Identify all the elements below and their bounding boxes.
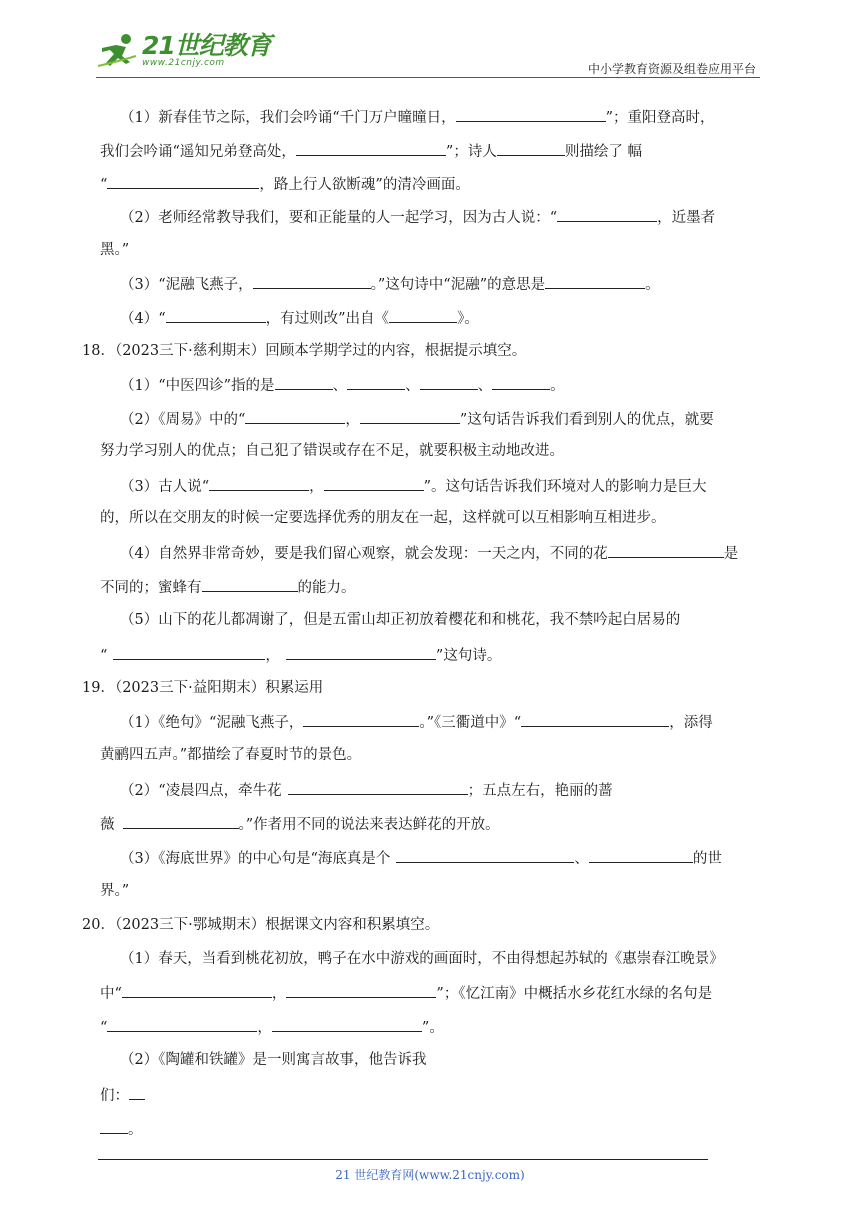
text-line: 努力学习别人的优点；自己犯了错误或存在不足，就要积极主动地改进。 — [100, 443, 564, 459]
answer-blank[interactable] — [166, 307, 266, 323]
answer-blank[interactable] — [288, 779, 468, 795]
answer-blank[interactable] — [296, 140, 446, 156]
answer-blank[interactable] — [545, 273, 645, 289]
answer-blank[interactable] — [113, 644, 265, 660]
answer-blank[interactable] — [202, 576, 298, 592]
footer-divider — [98, 1159, 708, 1160]
text-line: （2）老师经常教导我们，要和正能量的人一起学习，因为古人说：“ ，近墨者 — [100, 206, 715, 228]
answer-blank[interactable] — [209, 475, 309, 491]
text-line: “ ， ”。 — [100, 1016, 444, 1038]
text-line: （2）《周易》中的“ ， ”这句话告诉我们看到别人的优点，就要 — [100, 408, 714, 430]
text-line: （3）“泥融飞燕子， 。”这句诗中“泥融”的意思是 。 — [100, 273, 660, 295]
text-line: （1）《绝句》“泥融飞燕子， 。”《三衢道中》“ ，添得 — [100, 711, 713, 733]
text-line: （4）自然界非常奇妙，要是我们留心观察，就会发现：一天之内，不同的花 是 — [100, 542, 738, 564]
answer-blank[interactable] — [497, 140, 565, 156]
answer-blank[interactable] — [521, 711, 669, 727]
text-line: 中“ ， ”；《忆江南》中概括水乡花红水绿的名句是 — [100, 982, 712, 1004]
answer-blank[interactable] — [303, 711, 419, 727]
text-line: （1）新春佳节之际，我们会吟诵“千门万户曈曈日， ”；重阳登高时， — [100, 106, 715, 128]
answer-blank[interactable] — [253, 273, 371, 289]
footer-link[interactable]: 21 世纪教育网(www.21cnjy.com) — [335, 1168, 525, 1182]
answer-blank[interactable] — [389, 307, 457, 323]
site-logo — [96, 32, 271, 72]
text-line: “ ， ”这句诗。 — [100, 644, 501, 666]
text-line: （4）“ ，有过则改”出自《 》。 — [100, 307, 479, 329]
answer-blank[interactable] — [122, 982, 272, 998]
answer-blank[interactable] — [589, 847, 693, 863]
logo-url: www.21cnjy.com — [142, 58, 225, 68]
answer-blank[interactable] — [286, 644, 436, 660]
text-line: （1）春天，当看到桃花初放，鸭子在水中游戏的画面时，不由得想起苏轼的《惠崇春江晚景》 — [120, 951, 724, 967]
text-line: （2）“凌晨四点，牵牛花 ；五点左右，艳丽的蔷 — [100, 779, 613, 801]
answer-blank[interactable] — [275, 374, 333, 390]
text-line: 薇 。”作者用不同的说法来表达鲜花的开放。 — [100, 813, 500, 835]
answer-blank[interactable] — [245, 408, 345, 424]
answer-blank[interactable] — [360, 408, 460, 424]
question-heading: 19．（2023三下·益阳期末）积累运用 — [82, 680, 324, 696]
answer-blank[interactable] — [272, 1016, 422, 1032]
answer-blank[interactable] — [123, 813, 239, 829]
answer-blank[interactable] — [420, 374, 478, 390]
text-line: “ ，路上行人欲断魂”的清冷画面。 — [100, 173, 470, 195]
text-line: 们： — [100, 1084, 145, 1106]
answer-blank[interactable] — [107, 1016, 257, 1032]
header-divider — [96, 77, 760, 78]
text-line: （3）《海底世界》的中心句是“海底真是个 、 的世 — [100, 847, 722, 869]
answer-blank[interactable] — [107, 173, 259, 189]
question-heading: 18．（2023三下·慈利期末）回顾本学期学过的内容，根据提示填空。 — [82, 343, 527, 359]
answer-blank[interactable] — [608, 542, 724, 558]
text-line: 的，所以在交朋友的时候一定要选择优秀的朋友在一起，这样就可以互相影响互相进步。 — [100, 510, 666, 526]
answer-blank[interactable] — [347, 374, 405, 390]
text-line: （5）山下的花儿都凋谢了，但是五雷山却正初放着樱花和和桃花，我不禁吟起白居易的 — [120, 612, 681, 628]
question-heading: 20．（2023三下·鄂城期末）根据课文内容和积累填空。 — [82, 917, 440, 933]
text-line: （2）《陶罐和铁罐》是一则寓言故事，他告诉我 — [120, 1052, 427, 1068]
text-line: （3）古人说“ ， ”。这句话告诉我们环境对人的影响力是巨大 — [100, 475, 707, 497]
answer-blank[interactable] — [324, 475, 424, 491]
page-header — [96, 30, 760, 80]
text-line: 。 — [100, 1118, 143, 1140]
text-line: 不同的；蜜蜂有 的能力。 — [100, 576, 356, 598]
runner-logo-icon — [96, 32, 140, 72]
answer-blank[interactable] — [492, 374, 550, 390]
answer-blank[interactable] — [286, 982, 436, 998]
answer-blank[interactable] — [557, 206, 657, 222]
answer-blank[interactable] — [456, 106, 606, 122]
answer-blank[interactable] — [396, 847, 574, 863]
text-line: 界。” — [100, 883, 130, 899]
text-line: 我们会吟诵“遥知兄弟登高处， ”；诗人 则描绘了 幅 — [100, 140, 642, 162]
text-line: （1）“中医四诊”指的是 、 、 、 。 — [100, 374, 565, 396]
text-line: 黑。” — [100, 242, 130, 258]
platform-name: 中小学教育资源及组卷应用平台 — [587, 62, 756, 76]
logo-title: 21世纪教育 — [142, 31, 271, 60]
answer-blank[interactable] — [100, 1118, 128, 1134]
text-line: 黄鹂四五声。”都描绘了春夏时节的景色。 — [100, 747, 362, 763]
answer-blank[interactable] — [129, 1084, 145, 1100]
